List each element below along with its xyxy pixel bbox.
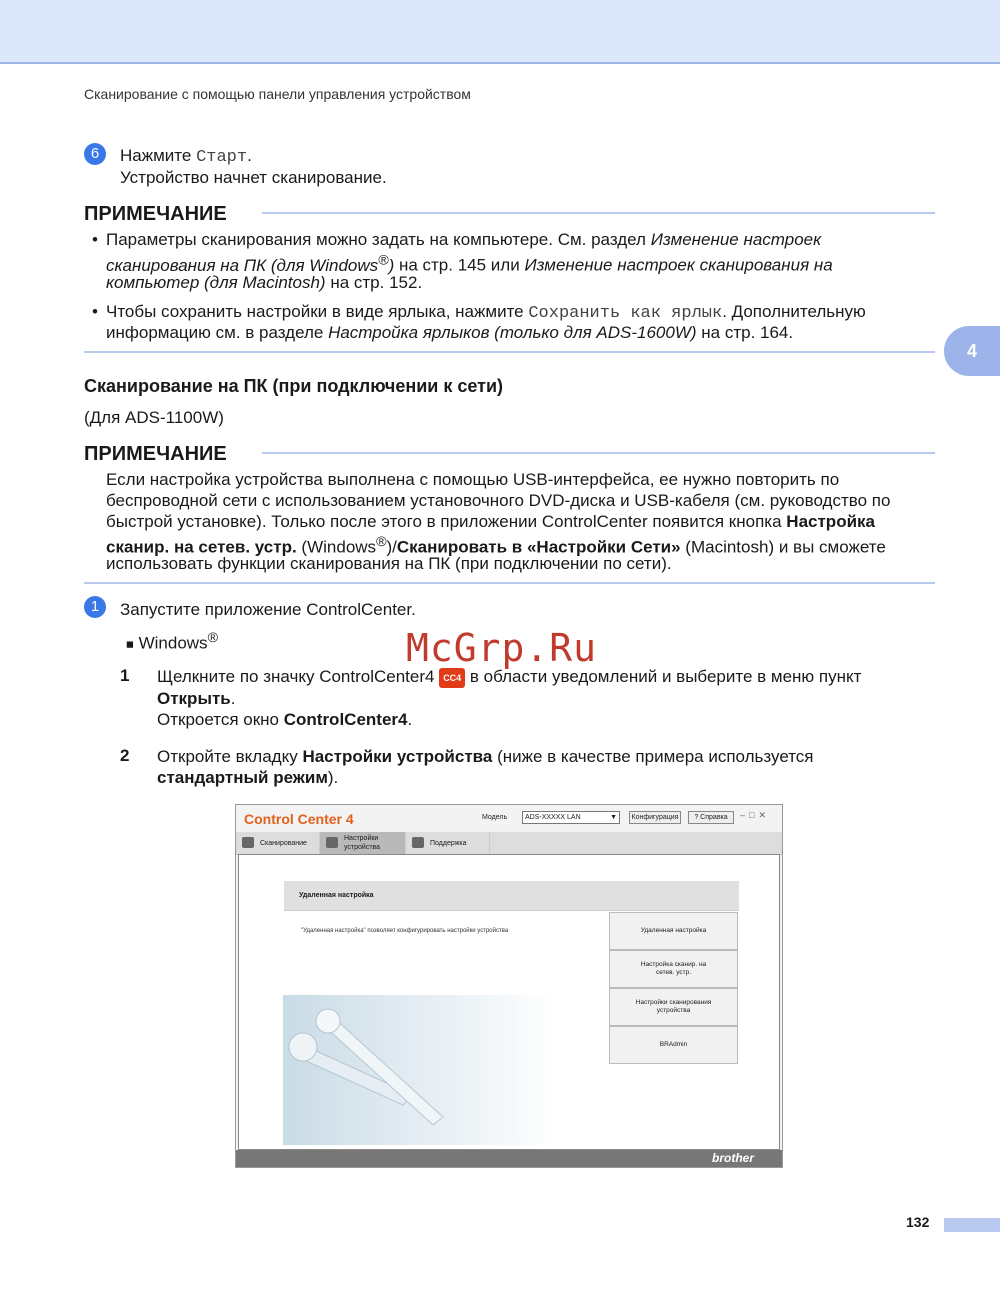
dropdown-arrow-icon: ▼ — [610, 814, 617, 821]
controlcenter-logo: Control Center 4 — [244, 811, 354, 827]
step6-suffix: . — [247, 146, 252, 165]
model-select[interactable]: ADS-XXXXX LAN ▼ — [522, 811, 620, 824]
note1-bullet2-line2: информацию см. в разделе Настройка ярлыков (только для ADS-1600W) на стр. 164. — [106, 323, 794, 342]
page-number-bar — [944, 1218, 1000, 1232]
controlcenter4-window — [235, 804, 783, 1168]
note-rule — [262, 212, 935, 214]
note2-line4: сканир. на сетев. устр. (Windows®)/Сканировать в «Настройки Сети» (Macintosh) и вы сможете — [106, 534, 886, 557]
bullet-dot: • — [92, 302, 98, 321]
remote-setup-button[interactable]: Удаленная настройка — [609, 912, 738, 950]
maximize-icon[interactable]: □ — [749, 810, 759, 820]
tools-icon — [326, 837, 338, 848]
running-header: Сканирование с помощью панели управления устройством — [84, 86, 471, 102]
scanner-icon — [242, 837, 254, 848]
note2-line2: беспроводной сети с использованием установочного DVD-диска и USB-кабеля (см. руководство по — [106, 491, 891, 510]
tab-device-settings[interactable]: Настройки устройства — [320, 832, 406, 854]
tab-support[interactable]: Поддержка — [406, 832, 490, 854]
substep2-line2: стандартный режим). — [157, 768, 339, 787]
help-button[interactable]: ? Справка — [688, 811, 734, 824]
tab-scan[interactable]: Сканирование — [236, 832, 320, 854]
chapter-tab: 4 — [944, 326, 1000, 376]
close-icon[interactable]: ✕ — [758, 810, 770, 820]
configuration-button[interactable]: Конфигурация — [629, 811, 681, 824]
model-label: Модель — [482, 814, 508, 821]
note2-line5: использовать функции сканирования на ПК (при подключении по сети). — [106, 554, 672, 573]
substep2-line1: Откройте вкладку Настройки устройства (ниже в качестве примера используется — [157, 747, 814, 766]
step6-line1 — [120, 145, 252, 168]
note1-bullet1-line2: сканирования на ПК (для Windows®) на стр. 145 или Изменение настроек сканирования на — [106, 252, 833, 275]
panel-title: Удаленная настройка — [284, 881, 739, 911]
wrench-illustration — [283, 995, 557, 1145]
controlcenter4-tray-icon: CC4 — [439, 668, 465, 688]
brother-logo: brother — [712, 1151, 754, 1165]
content-area — [238, 854, 780, 1150]
note-rule — [262, 452, 935, 454]
section-title: Сканирование на ПК (при подключении к сети) — [84, 376, 504, 396]
os-bullet: ■ Windows® — [126, 630, 218, 653]
watermark: McGrp.Ru — [406, 626, 598, 670]
note1-bullet1-line3: компьютер (для Macintosh) на стр. 152. — [106, 273, 423, 292]
page-number: 132 — [906, 1214, 930, 1230]
note2-line3: быстрой установке). Только после этого в приложении ControlCenter появится кнопка Настройка — [106, 512, 875, 531]
save-shortcut-command: Сохранить как ярлык — [528, 304, 723, 323]
step-number-badge: 1 — [84, 596, 106, 618]
person-icon — [412, 837, 424, 848]
note-end-divider — [84, 351, 935, 353]
substep1-line1: Щелкните по значку ControlCenter4 CC4 в области уведомлений и выберите в меню пункт — [157, 667, 862, 686]
window-controls[interactable] — [740, 810, 770, 821]
minimize-icon[interactable]: – — [740, 810, 750, 820]
section-subtitle: (Для ADS-1100W) — [84, 408, 224, 427]
substep-number: 2 — [120, 746, 130, 765]
top-band — [0, 0, 1000, 64]
tab-bar — [236, 832, 782, 855]
note1-bullet1-line1: Параметры сканирования можно задать на компьютере. См. раздел Изменение настроек — [106, 230, 822, 249]
square-bullet-icon: ■ — [126, 636, 134, 652]
window-footer — [236, 1150, 782, 1167]
note2-line1: Если настройка устройства выполнена с помощью USB-интерфейса, ее нужно повторить по — [106, 470, 840, 489]
substep1-line3: Откроется окно ControlCenter4. — [157, 710, 413, 729]
network-scan-setup-button[interactable]: Настройка сканир. на сетев. устр. — [609, 950, 738, 988]
panel-description: "Удаленная настройка" позволяет конфигурировать настройки устройства — [301, 928, 509, 934]
step6-prefix: Нажмите — [120, 146, 197, 165]
bullet-dot: • — [92, 230, 98, 249]
step-number-badge: 6 — [84, 143, 106, 165]
substep1-line2: Открыть. — [157, 689, 236, 708]
substep-number: 1 — [120, 666, 130, 685]
note-title: ПРИМЕЧАНИЕ — [84, 203, 227, 225]
step1-text: Запустите приложение ControlCenter. — [120, 600, 416, 619]
note1-bullet2-line1: Чтобы сохранить настройки в виде ярлыка, нажмите Сохранить как ярлык. Дополнительную — [106, 302, 866, 323]
step6-line2: Устройство начнет сканирование. — [120, 168, 387, 187]
device-scan-settings-button[interactable]: Настройки сканирования устройства — [609, 988, 738, 1026]
bradmin-button[interactable]: BRAdmin — [609, 1026, 738, 1064]
start-command: Старт — [196, 148, 248, 167]
note-end-divider — [84, 582, 935, 584]
note-title: ПРИМЕЧАНИЕ — [84, 443, 227, 465]
